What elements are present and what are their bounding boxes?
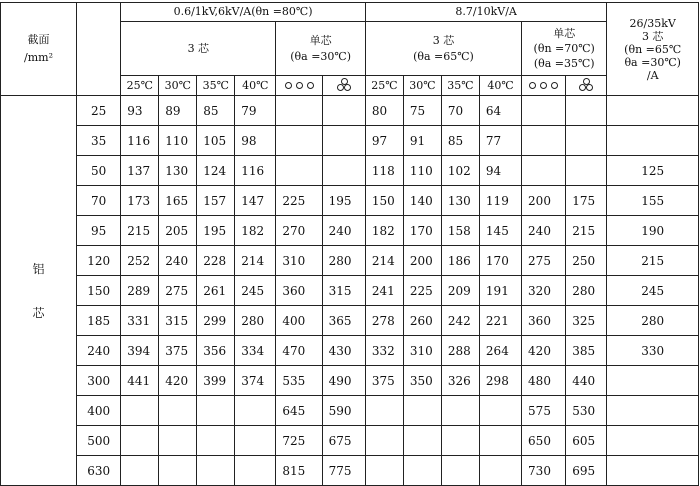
mid-three-core-cell: 170 <box>403 216 441 246</box>
size-header-label: 截面 <box>27 33 50 46</box>
low-three-core-cell: 289 <box>121 276 159 306</box>
mid-three-core-cell: 191 <box>479 276 521 306</box>
low-single-core-cell <box>276 126 322 156</box>
low-single-core-cell: 645 <box>276 396 322 426</box>
low-three-core-cell <box>235 396 276 426</box>
mid-three-core-cell: 310 <box>403 336 441 366</box>
mid-three-core-cell <box>365 396 403 426</box>
mid-single-core-cell: 480 <box>522 366 566 396</box>
low-three-core-cell: 334 <box>235 336 276 366</box>
mid-three-core-cell: 375 <box>365 366 403 396</box>
low-three-core-cell: 79 <box>235 96 276 126</box>
table-row <box>1 186 699 216</box>
low-single-core-cell: 280 <box>322 246 365 276</box>
mid-three-core-cell <box>403 456 441 486</box>
high-three-core-cell <box>607 426 699 456</box>
mid-three-core-cell: 278 <box>365 306 403 336</box>
temp-mid-35: 35℃ <box>441 76 479 96</box>
low-single-core-cell: 400 <box>276 306 322 336</box>
mid-single-core-cell <box>566 156 607 186</box>
mid-three-core-cell: 145 <box>479 216 521 246</box>
low-single-core-line2: (θa =30℃) <box>290 49 352 63</box>
low-single-core-cell: 430 <box>322 336 365 366</box>
mid-single-core-cell <box>566 126 607 156</box>
high-three-core-cell: 280 <box>607 306 699 336</box>
low-three-core-cell: 420 <box>159 366 197 396</box>
low-three-core-cell: 205 <box>159 216 197 246</box>
table-row <box>1 336 699 366</box>
mid-three-core-cell: 242 <box>441 306 479 336</box>
low-three-core-cell: 85 <box>197 96 235 126</box>
mid-three-core-cell: 186 <box>441 246 479 276</box>
low-three-core-cell <box>159 396 197 426</box>
mid-three-core-cell: 85 <box>441 126 479 156</box>
mid-three-core-cell: 288 <box>441 336 479 366</box>
high-three-core-cell <box>607 96 699 126</box>
mid-single-core-cell: 730 <box>522 456 566 486</box>
high-three-core-cell: 245 <box>607 276 699 306</box>
mid-single-core-cell: 280 <box>566 276 607 306</box>
group-high-line2: 3 芯 <box>641 29 664 43</box>
mid-three-core-cell: 91 <box>403 126 441 156</box>
mid-three-core-cell <box>441 396 479 426</box>
size-cell: 25 <box>77 96 121 126</box>
mid-three-core-line2: (θa =65℃) <box>413 49 474 63</box>
low-three-core-cell: 356 <box>197 336 235 366</box>
low-three-core-cell <box>197 456 235 486</box>
spacer-header <box>77 3 121 96</box>
mid-flat-arrangement-icon <box>522 76 566 96</box>
low-three-core-cell: 245 <box>235 276 276 306</box>
low-single-core-cell <box>322 96 365 126</box>
low-three-core-cell: 173 <box>121 186 159 216</box>
mid-three-core-cell <box>441 456 479 486</box>
table-row <box>1 456 699 486</box>
table-row <box>1 216 699 246</box>
temp-mid-40: 40℃ <box>479 76 521 96</box>
low-single-core-cell: 270 <box>276 216 322 246</box>
mid-single-core-line2: (θn =70℃) <box>533 42 595 55</box>
high-three-core-cell: 155 <box>607 186 699 216</box>
temp-mid-30: 30℃ <box>403 76 441 96</box>
size-cell: 70 <box>77 186 121 216</box>
low-three-core-cell: 130 <box>159 156 197 186</box>
low-three-core-cell: 394 <box>121 336 159 366</box>
mid-three-core-cell <box>403 396 441 426</box>
low-three-core-cell <box>197 396 235 426</box>
mid-three-core-cell: 221 <box>479 306 521 336</box>
low-three-core-cell: 399 <box>197 366 235 396</box>
low-three-core-cell: 116 <box>121 126 159 156</box>
size-cell: 50 <box>77 156 121 186</box>
low-three-core-cell <box>197 426 235 456</box>
mid-single-core-header <box>522 22 607 76</box>
mid-three-core-cell: 350 <box>403 366 441 396</box>
table-row <box>1 426 699 456</box>
mid-single-core-cell: 360 <box>522 306 566 336</box>
table-row <box>1 246 699 276</box>
low-three-core-cell: 441 <box>121 366 159 396</box>
mid-three-core-cell: 332 <box>365 336 403 366</box>
mid-single-core-cell <box>522 96 566 126</box>
mid-single-core-line3: (θa =35℃) <box>533 57 595 70</box>
mid-three-core-cell: 264 <box>479 336 521 366</box>
low-single-core-cell: 225 <box>276 186 322 216</box>
low-three-core-cell: 375 <box>159 336 197 366</box>
low-single-core-cell <box>276 96 322 126</box>
mid-three-core-cell: 75 <box>403 96 441 126</box>
mid-single-core-cell: 215 <box>566 216 607 246</box>
mid-three-core-cell <box>441 426 479 456</box>
mid-single-core-cell: 605 <box>566 426 607 456</box>
low-single-core-cell <box>322 126 365 156</box>
mid-three-core-cell <box>479 426 521 456</box>
low-three-core-cell: 165 <box>159 186 197 216</box>
low-three-core-cell <box>121 456 159 486</box>
mid-three-core-cell: 94 <box>479 156 521 186</box>
mid-single-core-cell: 240 <box>522 216 566 246</box>
low-three-core-cell: 116 <box>235 156 276 186</box>
mid-three-core-cell: 118 <box>365 156 403 186</box>
size-cell: 95 <box>77 216 121 246</box>
low-single-core-header <box>276 22 365 76</box>
ampacity-table <box>0 2 699 486</box>
low-single-core-cell: 195 <box>322 186 365 216</box>
low-single-core-cell <box>276 156 322 186</box>
mid-three-core-cell <box>479 456 521 486</box>
low-three-core-cell: 98 <box>235 126 276 156</box>
low-single-core-cell: 675 <box>322 426 365 456</box>
low-three-core-cell: 124 <box>197 156 235 186</box>
group-mid-header: 8.7/10kV/A <box>365 3 607 22</box>
mid-trefoil-arrangement-icon <box>566 76 607 96</box>
low-trefoil-arrangement-icon <box>322 76 365 96</box>
group-high-header <box>607 3 699 96</box>
low-single-core-cell: 470 <box>276 336 322 366</box>
group-low-header: 0.6/1kV,6kV/A(θn =80℃) <box>121 3 366 22</box>
mid-three-core-cell: 80 <box>365 96 403 126</box>
low-single-core-cell: 775 <box>322 456 365 486</box>
low-single-core-cell <box>322 156 365 186</box>
size-cell: 150 <box>77 276 121 306</box>
size-cell: 35 <box>77 126 121 156</box>
mid-single-core-cell: 420 <box>522 336 566 366</box>
low-three-core-cell: 228 <box>197 246 235 276</box>
mid-three-core-cell: 64 <box>479 96 521 126</box>
low-single-core-line1: 单芯 <box>309 33 332 47</box>
size-cell: 300 <box>77 366 121 396</box>
mid-three-core-cell: 170 <box>479 246 521 276</box>
low-three-core-cell: 182 <box>235 216 276 246</box>
mid-three-core-cell: 110 <box>403 156 441 186</box>
mid-three-core-cell: 150 <box>365 186 403 216</box>
low-three-core-cell: 299 <box>197 306 235 336</box>
mid-three-core-header <box>365 22 521 76</box>
material-label <box>1 96 77 486</box>
mid-three-core-cell: 130 <box>441 186 479 216</box>
mid-single-core-cell <box>522 126 566 156</box>
mid-single-core-cell: 175 <box>566 186 607 216</box>
table-row <box>1 156 699 186</box>
high-three-core-cell: 125 <box>607 156 699 186</box>
mid-single-core-cell: 325 <box>566 306 607 336</box>
mid-single-core-cell: 650 <box>522 426 566 456</box>
low-single-core-cell: 240 <box>322 216 365 246</box>
low-three-core-cell: 331 <box>121 306 159 336</box>
low-three-core-cell: 374 <box>235 366 276 396</box>
low-three-core-cell <box>159 456 197 486</box>
mid-three-core-cell: 77 <box>479 126 521 156</box>
low-three-core-cell: 275 <box>159 276 197 306</box>
material-label-line1: 铝 <box>32 261 45 276</box>
material-label-line2: 芯 <box>32 305 45 320</box>
low-single-core-cell: 490 <box>322 366 365 396</box>
mid-three-core-cell: 241 <box>365 276 403 306</box>
table-row <box>1 306 699 336</box>
low-three-core-cell: 110 <box>159 126 197 156</box>
group-high-line3: (θn =65℃ <box>624 42 682 56</box>
mid-three-core-cell: 97 <box>365 126 403 156</box>
mid-three-core-cell: 209 <box>441 276 479 306</box>
size-cell: 120 <box>77 246 121 276</box>
low-three-core-cell: 252 <box>121 246 159 276</box>
table-row <box>1 96 699 126</box>
mid-three-core-cell: 158 <box>441 216 479 246</box>
low-single-core-cell: 315 <box>322 276 365 306</box>
mid-three-core-cell: 182 <box>365 216 403 246</box>
high-three-core-cell <box>607 126 699 156</box>
mid-single-core-cell: 440 <box>566 366 607 396</box>
mid-three-core-cell: 140 <box>403 186 441 216</box>
low-three-core-cell: 93 <box>121 96 159 126</box>
low-three-core-cell: 195 <box>197 216 235 246</box>
low-three-core-cell: 214 <box>235 246 276 276</box>
mid-three-core-cell: 214 <box>365 246 403 276</box>
table-row <box>1 276 699 306</box>
high-three-core-cell <box>607 456 699 486</box>
low-three-core-cell: 315 <box>159 306 197 336</box>
mid-three-core-line1: 3 芯 <box>432 33 455 47</box>
low-three-core-cell: 105 <box>197 126 235 156</box>
size-header-unit: /mm² <box>24 51 54 64</box>
low-single-core-cell: 360 <box>276 276 322 306</box>
mid-single-core-cell: 695 <box>566 456 607 486</box>
low-three-core-cell: 261 <box>197 276 235 306</box>
mid-single-core-cell: 275 <box>522 246 566 276</box>
low-single-core-cell: 725 <box>276 426 322 456</box>
low-three-core-cell: 137 <box>121 156 159 186</box>
size-cell: 500 <box>77 426 121 456</box>
size-cell: 185 <box>77 306 121 336</box>
mid-three-core-cell: 102 <box>441 156 479 186</box>
low-three-core-cell: 157 <box>197 186 235 216</box>
mid-single-core-cell: 200 <box>522 186 566 216</box>
mid-three-core-cell: 260 <box>403 306 441 336</box>
mid-three-core-cell: 298 <box>479 366 521 396</box>
mid-three-core-cell <box>365 426 403 456</box>
high-three-core-cell <box>607 396 699 426</box>
mid-single-core-line1: 单芯 <box>553 27 576 40</box>
table-row <box>1 396 699 426</box>
mid-single-core-cell: 250 <box>566 246 607 276</box>
mid-three-core-cell <box>479 396 521 426</box>
group-high-line1: 26/35kV <box>629 16 676 30</box>
temp-low-40: 40℃ <box>235 76 276 96</box>
mid-three-core-cell <box>365 456 403 486</box>
table-row <box>1 126 699 156</box>
mid-three-core-cell: 200 <box>403 246 441 276</box>
low-three-core-cell <box>159 426 197 456</box>
low-three-core-cell: 280 <box>235 306 276 336</box>
low-three-core-cell <box>121 396 159 426</box>
temp-mid-25: 25℃ <box>365 76 403 96</box>
table-row <box>1 366 699 396</box>
high-three-core-cell: 190 <box>607 216 699 246</box>
size-cell: 630 <box>77 456 121 486</box>
temp-low-35: 35℃ <box>197 76 235 96</box>
temp-low-30: 30℃ <box>159 76 197 96</box>
low-flat-arrangement-icon <box>276 76 322 96</box>
mid-single-core-cell: 320 <box>522 276 566 306</box>
high-three-core-cell: 215 <box>607 246 699 276</box>
mid-three-core-cell: 225 <box>403 276 441 306</box>
mid-single-core-cell <box>522 156 566 186</box>
mid-three-core-cell: 326 <box>441 366 479 396</box>
low-three-core-cell <box>235 456 276 486</box>
size-cell: 240 <box>77 336 121 366</box>
low-single-core-cell: 535 <box>276 366 322 396</box>
temp-low-25: 25℃ <box>121 76 159 96</box>
mid-three-core-cell: 119 <box>479 186 521 216</box>
low-three-core-header: 3 芯 <box>121 22 276 76</box>
low-three-core-cell: 240 <box>159 246 197 276</box>
size-header <box>1 3 77 96</box>
low-single-core-cell: 590 <box>322 396 365 426</box>
mid-single-core-cell: 530 <box>566 396 607 426</box>
low-single-core-cell: 815 <box>276 456 322 486</box>
mid-single-core-cell <box>566 96 607 126</box>
mid-single-core-cell: 575 <box>522 396 566 426</box>
mid-single-core-cell: 385 <box>566 336 607 366</box>
high-three-core-cell: 330 <box>607 336 699 366</box>
mid-three-core-cell: 70 <box>441 96 479 126</box>
low-three-core-cell: 89 <box>159 96 197 126</box>
low-single-core-cell: 365 <box>322 306 365 336</box>
mid-three-core-cell <box>403 426 441 456</box>
group-high-line4: θa =30℃) <box>624 55 681 69</box>
low-single-core-cell: 310 <box>276 246 322 276</box>
low-three-core-cell: 215 <box>121 216 159 246</box>
high-three-core-cell <box>607 366 699 396</box>
low-three-core-cell: 147 <box>235 186 276 216</box>
low-three-core-cell <box>235 426 276 456</box>
low-three-core-cell <box>121 426 159 456</box>
size-cell: 400 <box>77 396 121 426</box>
group-high-line5: /A <box>646 68 659 82</box>
